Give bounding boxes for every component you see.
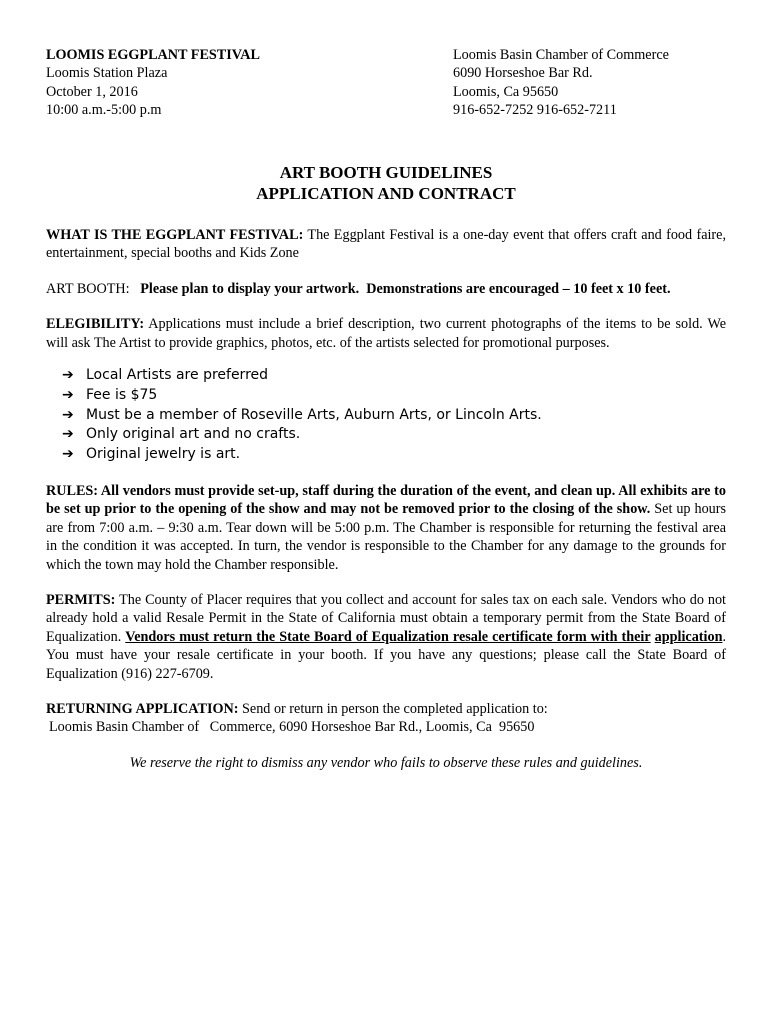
returning-text: Send or return in person the completed application to: <box>238 701 548 718</box>
organization-street: 6090 Horseshoe Bar Rd. <box>453 65 593 82</box>
rules-text: Set up hours are from 7:00 a.m. – 9:30 a.m. Tear down will be 5:00 p.m. The Chamber is responsible for returning the festival area in the condition it was accepted. In turn, the vendor is responsible to the Chamber for any damage to the grounds for which the town may hold the Chamber responsible. <box>46 501 726 573</box>
document-header <box>46 46 726 122</box>
permits-text: The County of Placer requires that you collect and account for sales tax on each sale. Vendors who do not already hold a valid Resale Permit in the State of California must obtain a temporary permit from the State Board of Equalization. <box>46 592 726 645</box>
arrow-right-icon: ➔ <box>62 446 74 463</box>
list-item: ➔ Local Artists are preferred <box>62 366 726 386</box>
event-location: Loomis Station Plaza <box>46 65 168 82</box>
art-booth-label: ART BOOTH: <box>46 280 130 297</box>
organization-city: Loomis, Ca 95650 <box>453 83 559 100</box>
returning-label: RETURNING APPLICATION: <box>46 701 239 718</box>
requirements-list <box>62 366 726 465</box>
eligibility-section <box>46 315 726 352</box>
arrow-right-icon: ➔ <box>62 406 74 423</box>
permits-underlined-application: application <box>654 628 723 645</box>
arrow-right-icon: ➔ <box>62 386 74 403</box>
closing-statement: We reserve the right to dismiss any vendor who fails to observe these rules and guidelines. <box>129 754 643 771</box>
eligibility-label: ELEGIBILITY: <box>46 316 145 333</box>
permits-label: PERMITS: <box>46 592 116 609</box>
event-name: LOOMIS EGGPLANT FESTIVAL <box>46 47 260 63</box>
list-item: ➔ Original jewelry is art. <box>62 445 726 465</box>
list-item: ➔ Only original art and no crafts. <box>62 425 726 445</box>
organization-info <box>453 46 669 120</box>
returning-section <box>46 700 726 718</box>
organization-phones: 916-652-7252 916-652-7211 <box>453 102 617 119</box>
document-page <box>46 46 726 772</box>
what-is-label: WHAT IS THE EGGPLANT FESTIVAL: <box>46 227 304 243</box>
title-line-2: APPLICATION AND CONTRACT <box>256 184 516 203</box>
event-date: October 1, 2016 <box>46 83 138 100</box>
rules-bold-text: RULES: All vendors must provide set-up, staff during the duration of the event, and clean up. All exhibits are to be set up prior to the opening of the show and may not be removed prior to the closing of the show. <box>46 483 726 518</box>
what-is-section <box>46 226 726 263</box>
art-booth-text: Please plan to display your artwork. Demonstrations are encouraged – 10 feet x 10 feet. <box>129 280 671 297</box>
permits-underlined-text: Vendors must return the State Board of Equalization resale certificate form with their <box>125 628 651 645</box>
document-title <box>46 162 726 204</box>
title-line-1: ART BOOTH GUIDELINES <box>279 163 493 182</box>
arrow-right-icon: ➔ <box>62 367 74 384</box>
event-hours: 10:00 a.m.-5:00 p.m <box>46 102 162 119</box>
permits-section <box>46 591 726 683</box>
arrow-right-icon: ➔ <box>62 426 74 443</box>
event-info <box>46 46 260 120</box>
organization-name: Loomis Basin Chamber of Commerce <box>453 47 669 63</box>
returning-address: Loomis Basin Chamber of Commerce, 6090 Horseshoe Bar Rd., Loomis, Ca 95650 <box>49 719 535 736</box>
art-booth-section <box>46 280 726 298</box>
eligibility-text: Applications must include a brief description, two current photographs of the items to be sold. We will ask The Artist to provide graphics, photos, etc. of the artists selected for promotional purposes. <box>46 316 726 351</box>
permits-text-2: . You must have your resale certificate in your booth. If you have any questions; please call the State Board of Equalization (916) 227-6709. <box>46 628 727 682</box>
list-item: ➔ Fee is $75 <box>62 386 726 406</box>
rules-section <box>46 482 726 574</box>
list-item: ➔ Must be a member of Roseville Arts, Auburn Arts, or Lincoln Arts. <box>62 406 726 426</box>
what-is-text: The Eggplant Festival is a one-day event that offers craft and food faire, entertainment, special booths and Kids Zone <box>46 227 726 262</box>
